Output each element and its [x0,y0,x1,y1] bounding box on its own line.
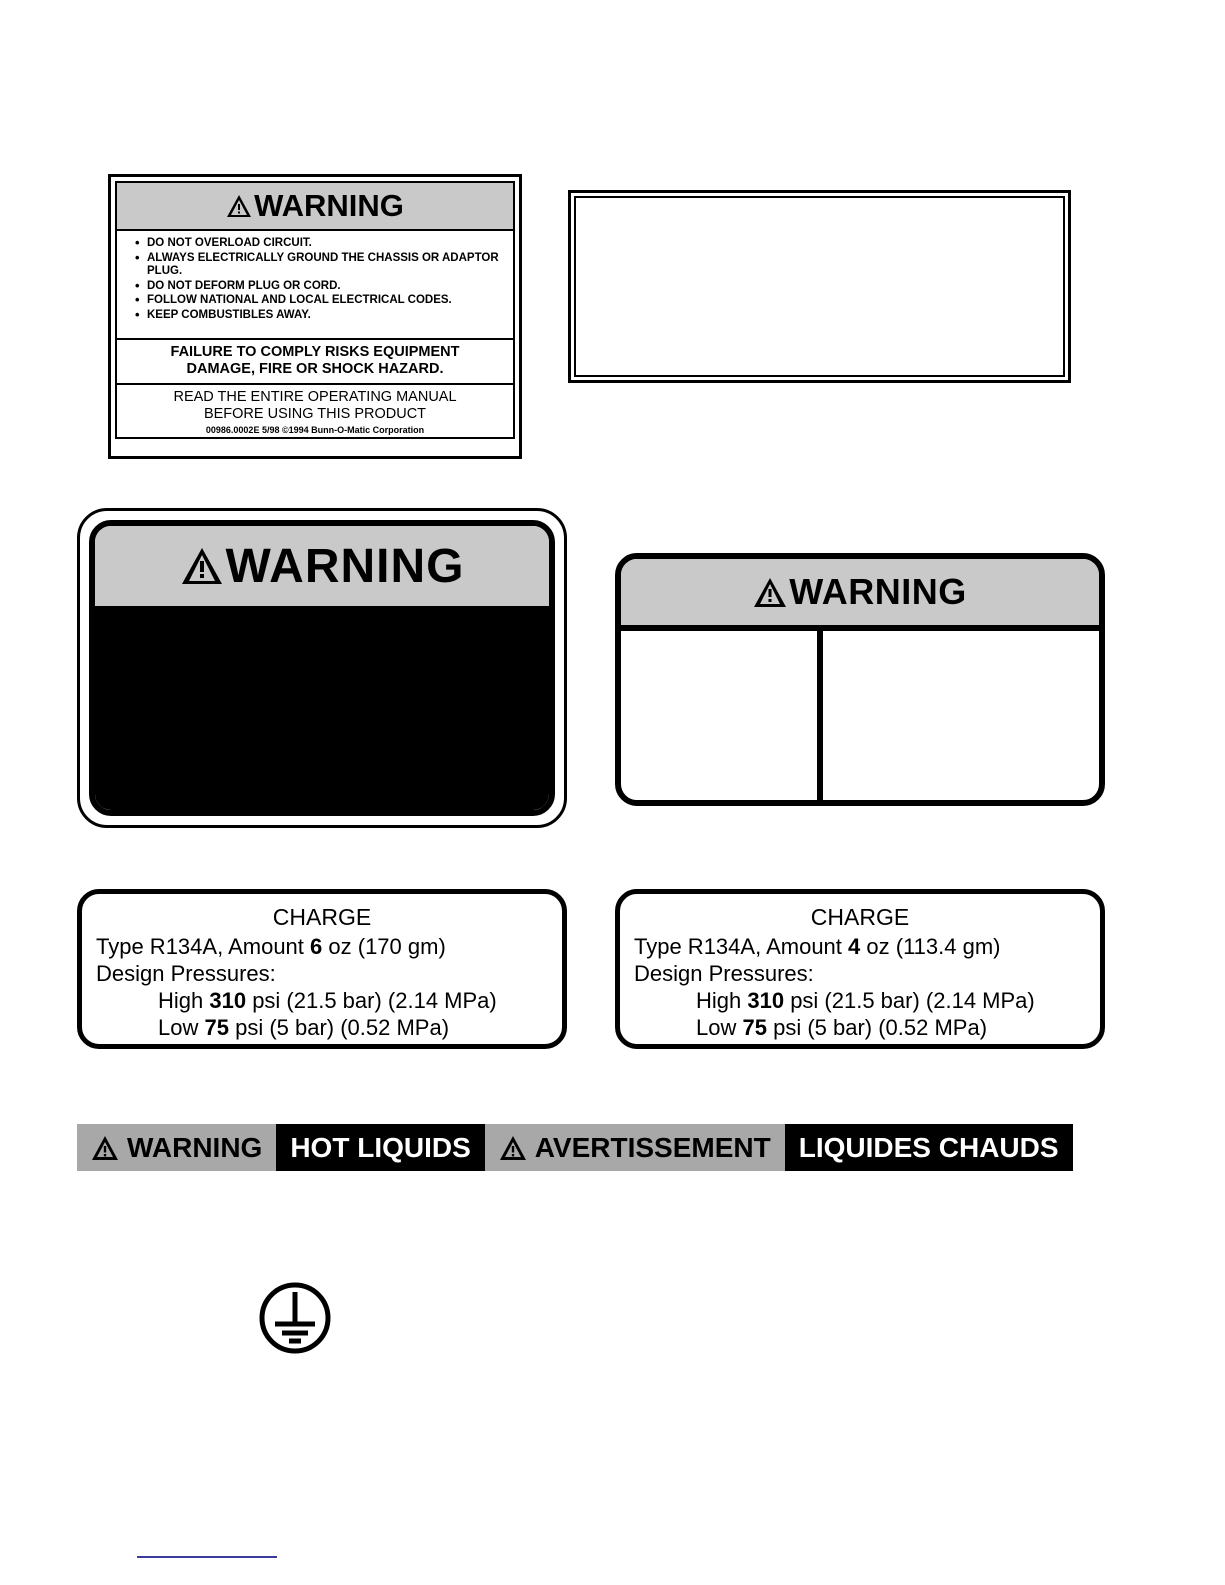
footer-line-1: READ THE ENTIRE OPERATING MANUAL [173,389,457,405]
electrical-warning-inner-frame [115,181,515,439]
hot-liquids-warning-strip [77,1124,1059,1171]
electrical-warning-compliance-box [117,338,513,385]
low-rest: psi (5 bar) (0.52 MPa) [766,1015,988,1040]
low-prefix: Low [158,1015,205,1040]
refrigerant-charge-label-6oz [77,889,567,1049]
refrigerant-charge-label-4oz [615,889,1105,1049]
strip-segment-avertissement [485,1124,785,1171]
list-item: • FOLLOW NATIONAL AND LOCAL ELECTRICAL CODES. [147,294,503,308]
high-value: 310 [747,988,785,1013]
charge-amount-units: oz (170 gm) [322,934,446,959]
low-rest: psi (5 bar) (0.52 MPa) [228,1015,450,1040]
charge-type-prefix: Type R134A, Amount [96,934,311,959]
compliance-line-1: FAILURE TO COMPLY RISKS EQUIPMENT [170,344,460,360]
high-value: 310 [209,988,247,1013]
charge-title: CHARGE [810,904,910,930]
charge-type-line [96,933,548,960]
two-column-warning-body [621,631,1099,800]
large-warning-header [95,526,549,612]
electrical-warning-header [117,183,513,231]
electrical-warning-header-text: WARNING [254,188,404,223]
footer-line-2: BEFORE USING THIS PRODUCT [203,406,427,422]
strip-segment-liquides-chauds-text: LIQUIDES CHAUDS [798,1131,1059,1163]
page-bottom-rule [137,1556,277,1558]
large-warning-body [95,612,549,810]
warning-triangle-icon [226,194,252,218]
large-warning-label [77,508,567,828]
charge-type-prefix: Type R134A, Amount [634,934,849,959]
footer-part-number: 00986.0002E 5/98 ©1994 Bunn-O-Matic Corporation [205,425,425,435]
high-prefix: High [158,988,210,1013]
two-column-warning-header-text: WARNING [789,571,967,612]
strip-segment-liquides-chauds [785,1124,1073,1171]
low-value: 75 [204,1015,229,1040]
strip-segment-warning-text: WARNING [127,1131,263,1163]
charge-design-pressures-label: Design Pressures: [96,961,276,986]
two-column-warning-right-cell [823,631,1099,800]
list-item: • KEEP COMBUSTIBLES AWAY. [147,309,503,323]
strip-segment-avertissement-text: AVERTISSEMENT [534,1131,771,1163]
two-column-warning-label [615,553,1105,806]
warning-triangle-icon [499,1135,527,1161]
high-rest: psi (21.5 bar) (2.14 MPa) [246,988,497,1013]
two-column-warning-header [621,559,1099,631]
protective-earth-ground-symbol [255,1278,335,1358]
two-column-warning-left-cell [621,631,823,800]
warning-triangle-icon [91,1135,119,1161]
charge-low-pressure-line [634,1014,1086,1041]
blank-label-inner-frame [574,196,1065,377]
charge-type-line [634,933,1086,960]
list-item: • DO NOT OVERLOAD CIRCUIT. [147,237,503,251]
charge-amount-value: 4 [848,934,861,959]
strip-segment-hot-liquids [276,1124,484,1171]
charge-amount-units: oz (113.4 gm) [860,934,1001,959]
electrical-warning-label [108,174,522,459]
charge-design-pressures-label: Design Pressures: [634,961,814,986]
charge-amount-value: 6 [310,934,323,959]
charge-low-pressure-line [96,1014,548,1041]
warning-triangle-icon [180,546,224,586]
large-warning-frame [89,520,555,816]
list-item: • ALWAYS ELECTRICALLY GROUND THE CHASSIS OR ADAPTOR PLUG. [147,252,503,279]
low-value: 75 [742,1015,767,1040]
warning-triangle-icon [753,577,787,608]
blank-label-box [568,190,1071,383]
electrical-warning-bullet-list [117,231,513,338]
strip-segment-hot-liquids-text: HOT LIQUIDS [290,1131,471,1163]
high-prefix: High [696,988,748,1013]
charge-title: CHARGE [272,904,372,930]
list-item: • DO NOT DEFORM PLUG OR CORD. [147,280,503,294]
charge-high-pressure-line [634,987,1086,1014]
strip-segment-warning [77,1124,276,1171]
charge-high-pressure-line [96,987,548,1014]
high-rest: psi (21.5 bar) (2.14 MPa) [784,988,1035,1013]
electrical-warning-footer [117,385,513,437]
compliance-line-2: DAMAGE, FIRE OR SHOCK HAZARD. [186,361,444,377]
large-warning-header-text: WARNING [225,539,465,593]
low-prefix: Low [696,1015,743,1040]
